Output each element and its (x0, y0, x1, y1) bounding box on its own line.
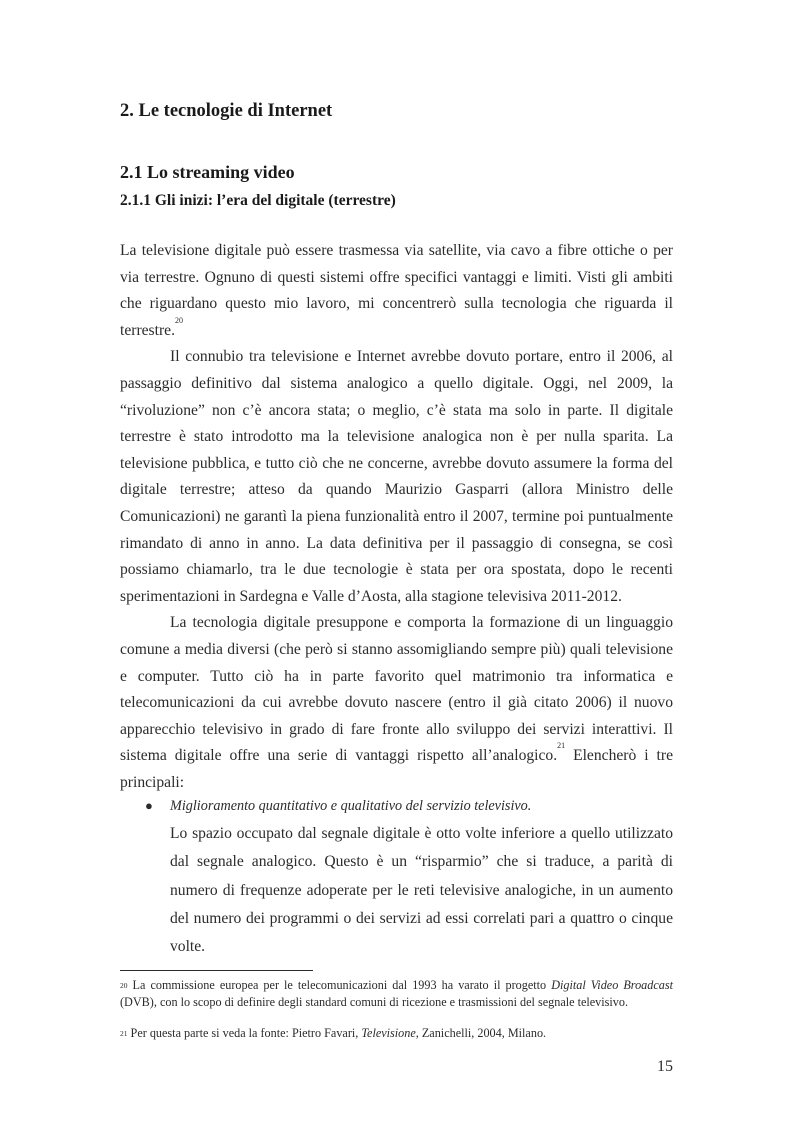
paragraph-1: La televisione digitale può essere trasmessa via satellite, via cavo a fibre ottiche o per via terrestre. Ognuno di questi sistemi offre specifici vantaggi e limiti. Visti gli ambiti che riguardano questo mio lavoro, mi concentrerò sulla tecnologia che riguarda il terrestre.$^{20}$ (120, 242, 673, 339)
footnote-divider (120, 970, 313, 971)
footnote-21: $^{21}$ Per questa parte si veda la fonte: Pietro Favari, Televisione, Zanichelli, 2004, Milano. (120, 1026, 547, 1040)
footnote-20: $^{20}$ La commissione europea per le telecomunicazioni dal 1993 ha varato il progetto Digital Video Broadcast (DVB), con lo scopo di definire degli standard comuni di ricezione e trasmissioni del segnale televisivo. (120, 978, 673, 1009)
chapter-heading: 2. Le tecnologie di Internet (120, 101, 333, 121)
subsection-heading: 2.1.1 Gli inizi: l’era del digitale (terrestre) (120, 192, 396, 209)
page-number: 15 (657, 1058, 673, 1075)
bullet-icon: ● (145, 798, 153, 813)
body-text (120, 238, 673, 796)
section-heading: 2.1 Lo streaming video (120, 162, 295, 182)
bullet-text: Lo spazio occupato dal segnale digitale è otto volte inferiore a quello utilizzato dal segnale analogico. Questo è un “risparmio” che si traduce, a parità di numero di frequenze adoperate per le reti televisive analogiche, in un aumento del numero dei programmi o dei servizi ad essi correlati pari a quattro o cinque volte. (170, 825, 673, 956)
paragraph-2: Il connubio tra televisione e Internet avrebbe dovuto portare, entro il 2006, al passaggio definitivo dal sistema analogico a quello digitale. Oggi, nel 2009, la “rivoluzione” non c’è ancora stata; o meglio, c’è stata ma solo in parte. Il digitale terrestre è stato introdotto ma la televisione analogica non è per nulla sparita. La televisione pubblica, e tutto ciò che ne concerne, avrebbe dovuto assumere la forma del digitale terrestre; atteso da quando Maurizio Gasparri (allora Ministro delle Comunicazioni) ne garantì la piena funzionalità entro il 2007, termine poi puntualmente rimandato di anno in anno. La data definitiva per il passaggio di consegna, se così possiamo chiamarlo, tra le due tecnologie è stata per ora spostata, dopo le recenti sperimentazioni in Sardegna e Valle d’Aosta, alla stagione televisiva 2011-2012. (120, 348, 673, 605)
footnote-ref-21: 21 (557, 741, 566, 751)
bullet-list (120, 792, 673, 961)
bullet-title: Miglioramento quantitativo e qualitativo del servizio televisivo. (170, 798, 532, 814)
paragraph-3: La tecnologia digitale presuppone e comporta la formazione di un linguaggio comune a media diversi (che però si stanno assomigliando sempre più) quali televisione e computer. Tutto ciò ha in parte favorito quel matrimonio tra informatica e telecomunicazioni da cui avrebbe dovuto nascere (entro il già citato 2006) il nuovo apparecchio televisivo in grado di fare fronte allo sviluppo dei servizi interattivi. Il sistema digitale offre una serie di vantaggi rispetto all’analogico.$^{21}$ Elencherò i tre principali: (120, 614, 673, 791)
footnote-ref-20: 20 (174, 315, 183, 325)
footnotes (120, 977, 673, 1056)
list-item (120, 792, 673, 961)
